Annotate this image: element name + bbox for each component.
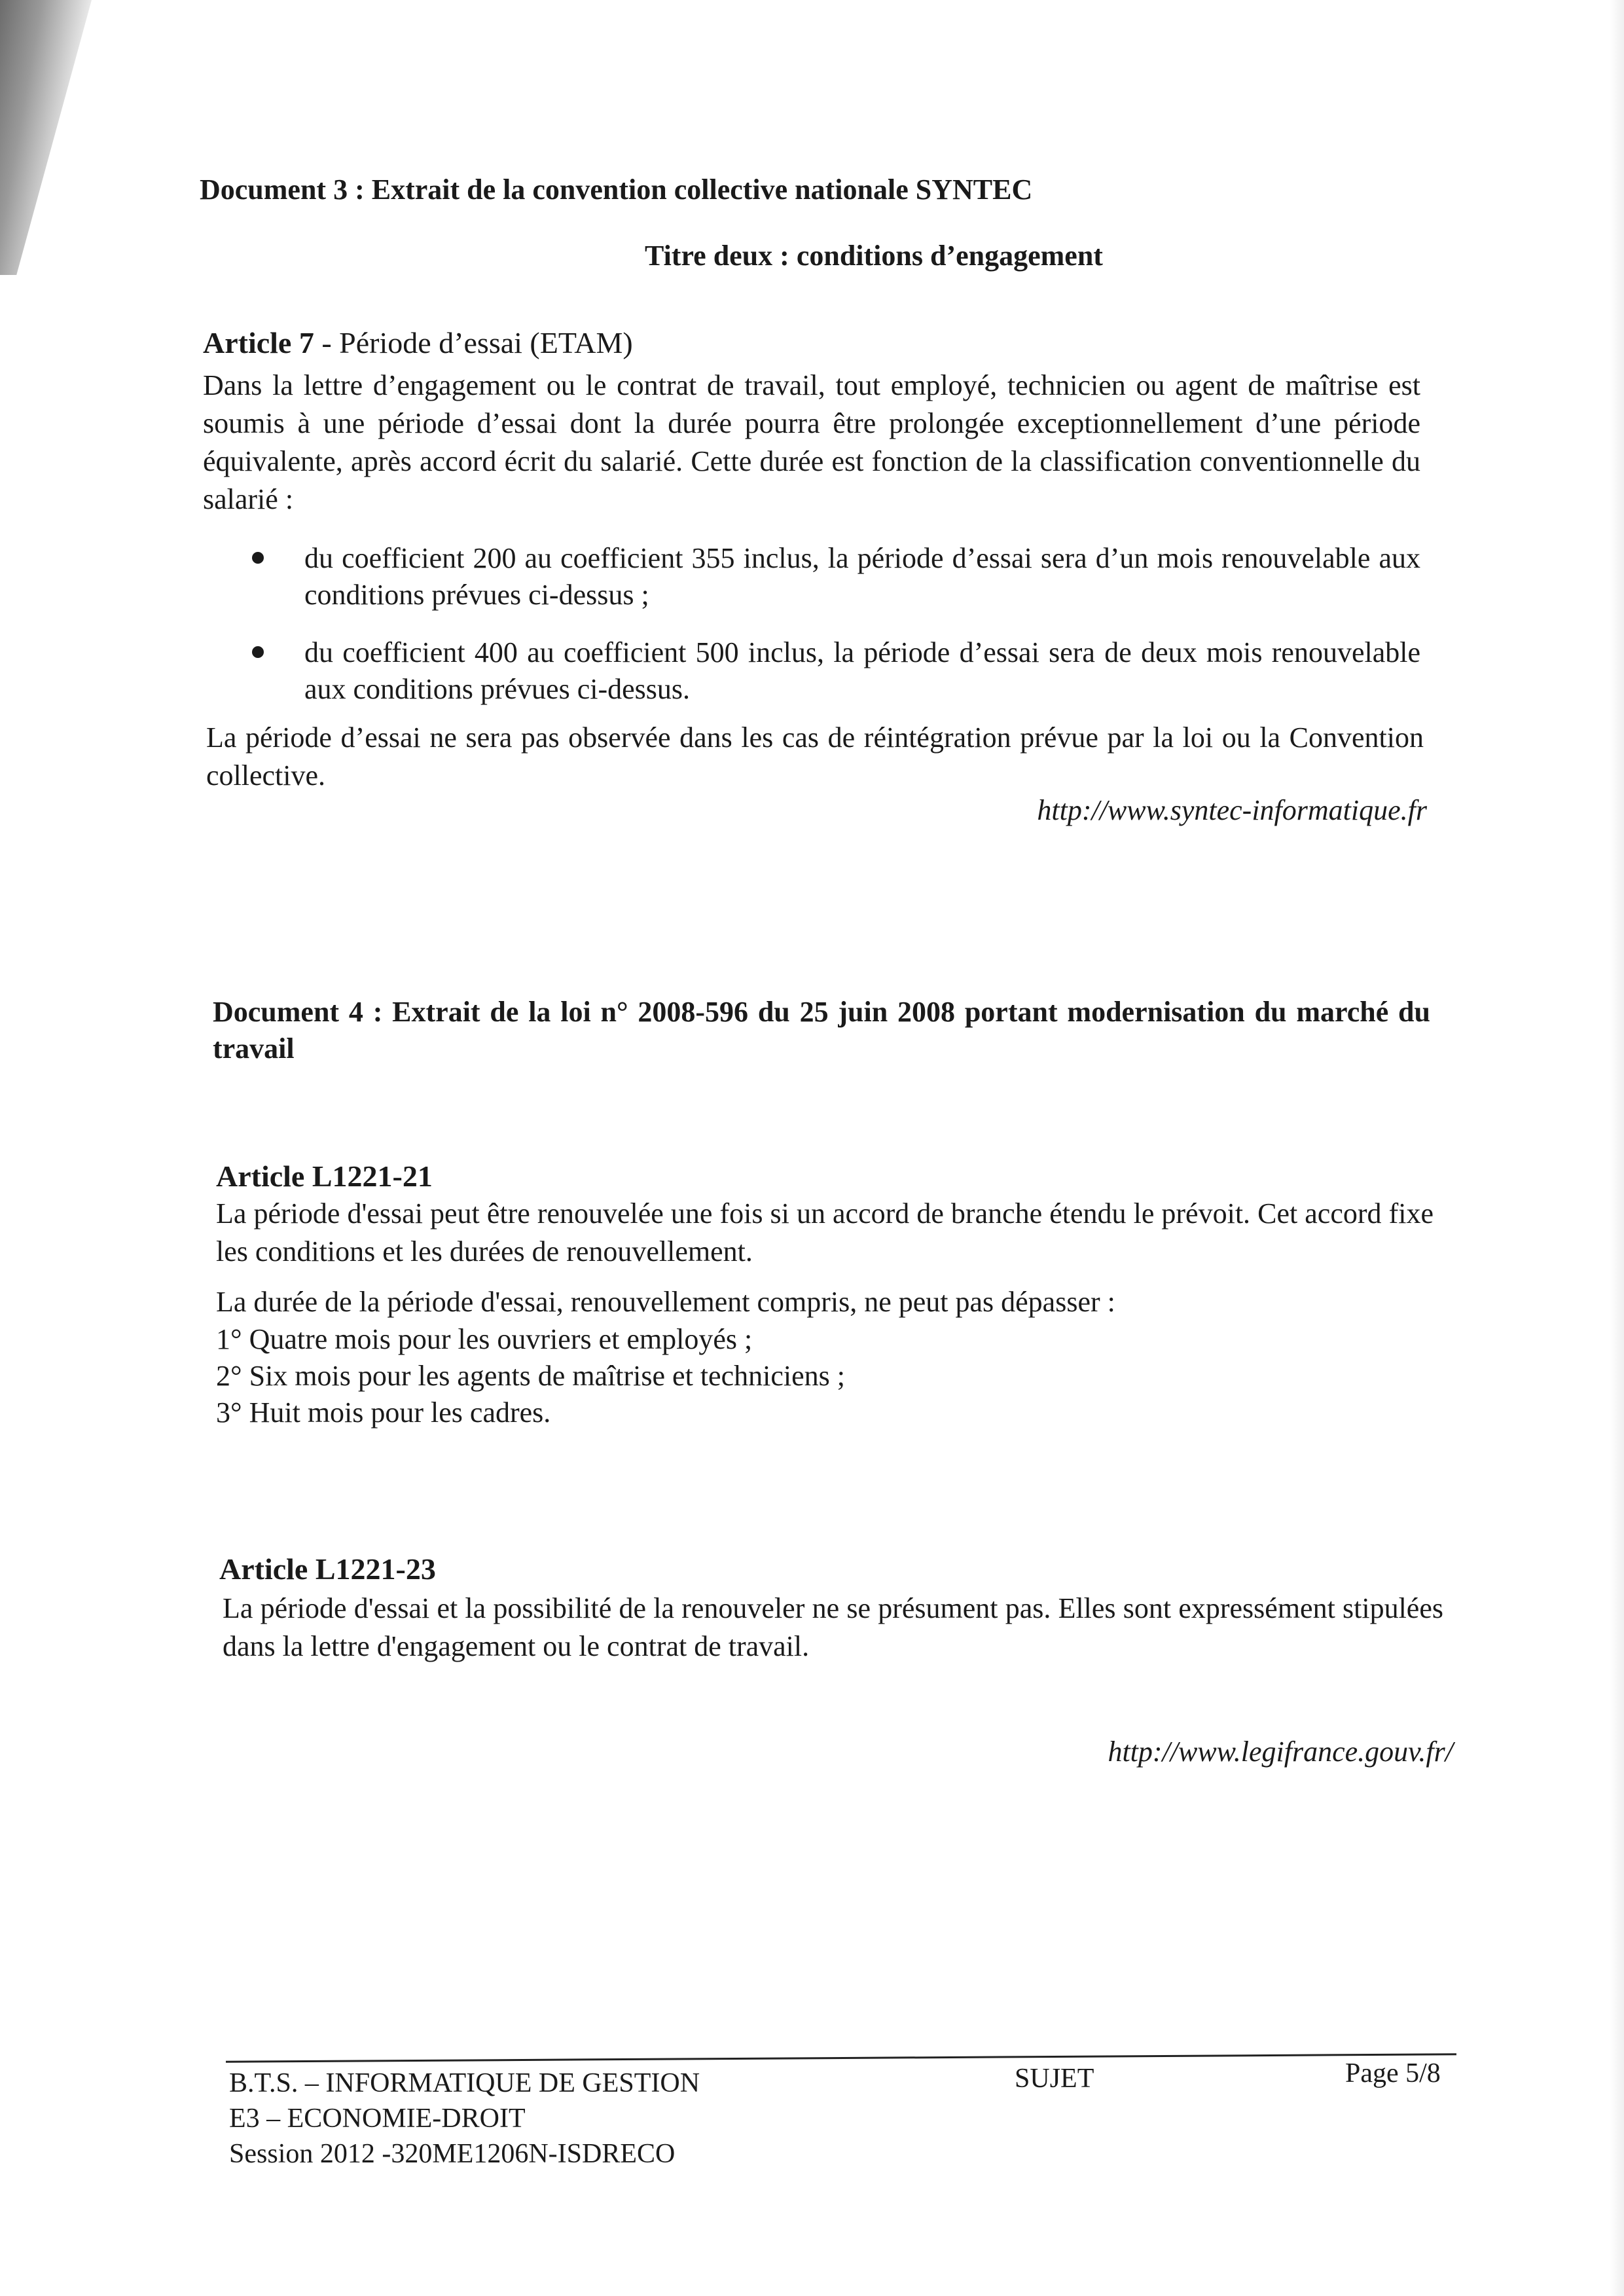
document-3-subtitle: Titre deux : conditions d’engagement: [645, 240, 1103, 272]
list-item: du coefficient 200 au coefficient 355 inclus, la période d’essai sera d’un mois renouvelable aux conditions prévues ci-dessus ;: [213, 540, 1420, 613]
article-7-heading: [203, 325, 1447, 360]
list-item: 3° Huit mois pour les cadres.: [216, 1396, 551, 1429]
article-7-closing-paragraph: La période d’essai ne sera pas observée dans les cas de réintégration prévue par la loi ou la Convention collective.: [206, 721, 1424, 792]
article-l1221-23-paragraph: La période d'essai et la possibilité de la renouveler ne se présument pas. Elles sont expressément stipulées dans la lettre d'engagement ou le contrat de travail.: [223, 1592, 1443, 1662]
footer-line: E3 – ECONOMIE-DROIT: [229, 2104, 526, 2134]
footer-line: B.T.S. – INFORMATIQUE DE GESTION: [229, 2068, 700, 2098]
article-l1221-23-heading: Article L1221-23: [219, 1552, 436, 1586]
footer-divider: [226, 2053, 1456, 2062]
scan-edge-shadow: [0, 0, 92, 275]
footer-page-number: Page 5/8: [1345, 2058, 1441, 2088]
article-l1221-21-heading: Article L1221-21: [216, 1159, 433, 1193]
duration-list: [216, 1321, 1198, 1431]
footer-exam-info: [229, 2066, 884, 2172]
article-l1221-21-paragraph: La période d'essai peut être renouvelée une fois si un accord de branche étendu le prévoit. Cet accord fixe les conditions et les durées de renouvellement.: [216, 1197, 1434, 1267]
bullet-icon: [252, 646, 264, 658]
document-3-source: http://www.syntec-informatique.fr: [1037, 794, 1427, 826]
article-7-number: Article 7: [203, 326, 314, 359]
article-7-title: - Période d’essai (ETAM): [314, 326, 633, 359]
list-item: du coefficient 400 au coefficient 500 inclus, la période d’essai sera de deux mois renouvelable aux conditions prévues ci-dessus.: [213, 634, 1420, 708]
article-7-paragraph: Dans la lettre d’engagement ou le contrat de travail, tout employé, technicien ou agent de maîtrise est soumis à une période d’essai dont la durée pourra être prolongée exceptionnellement d’une période équivalente, après accord écrit du salarié. Cette durée est fonction de la classification conventionnelle du salarié :: [203, 369, 1420, 515]
coefficient-list: [213, 540, 1420, 729]
document-4-title: Document 4 : Extrait de la loi n° 2008-596 du 25 juin 2008 portant modernisation du marché du travail: [213, 996, 1430, 1065]
article-l1221-21-limit-paragraph: La durée de la période d'essai, renouvellement compris, ne peut pas dépasser :: [216, 1286, 1115, 1318]
bullet-icon: [252, 552, 264, 564]
list-item: 1° Quatre mois pour les ouvriers et employés ;: [216, 1323, 753, 1355]
scan-edge-shadow-right: [1610, 0, 1624, 2296]
document-3-title: Document 3 : Extrait de la convention collective nationale SYNTEC: [200, 173, 1033, 206]
footer-subject-label: SUJET: [1015, 2064, 1094, 2094]
list-item: 2° Six mois pour les agents de maîtrise et techniciens ;: [216, 1360, 845, 1392]
footer-line: Session 2012 -320ME1206N-ISDRECO: [229, 2139, 676, 2169]
document-4-source: http://www.legifrance.gouv.fr/: [1108, 1736, 1453, 1768]
